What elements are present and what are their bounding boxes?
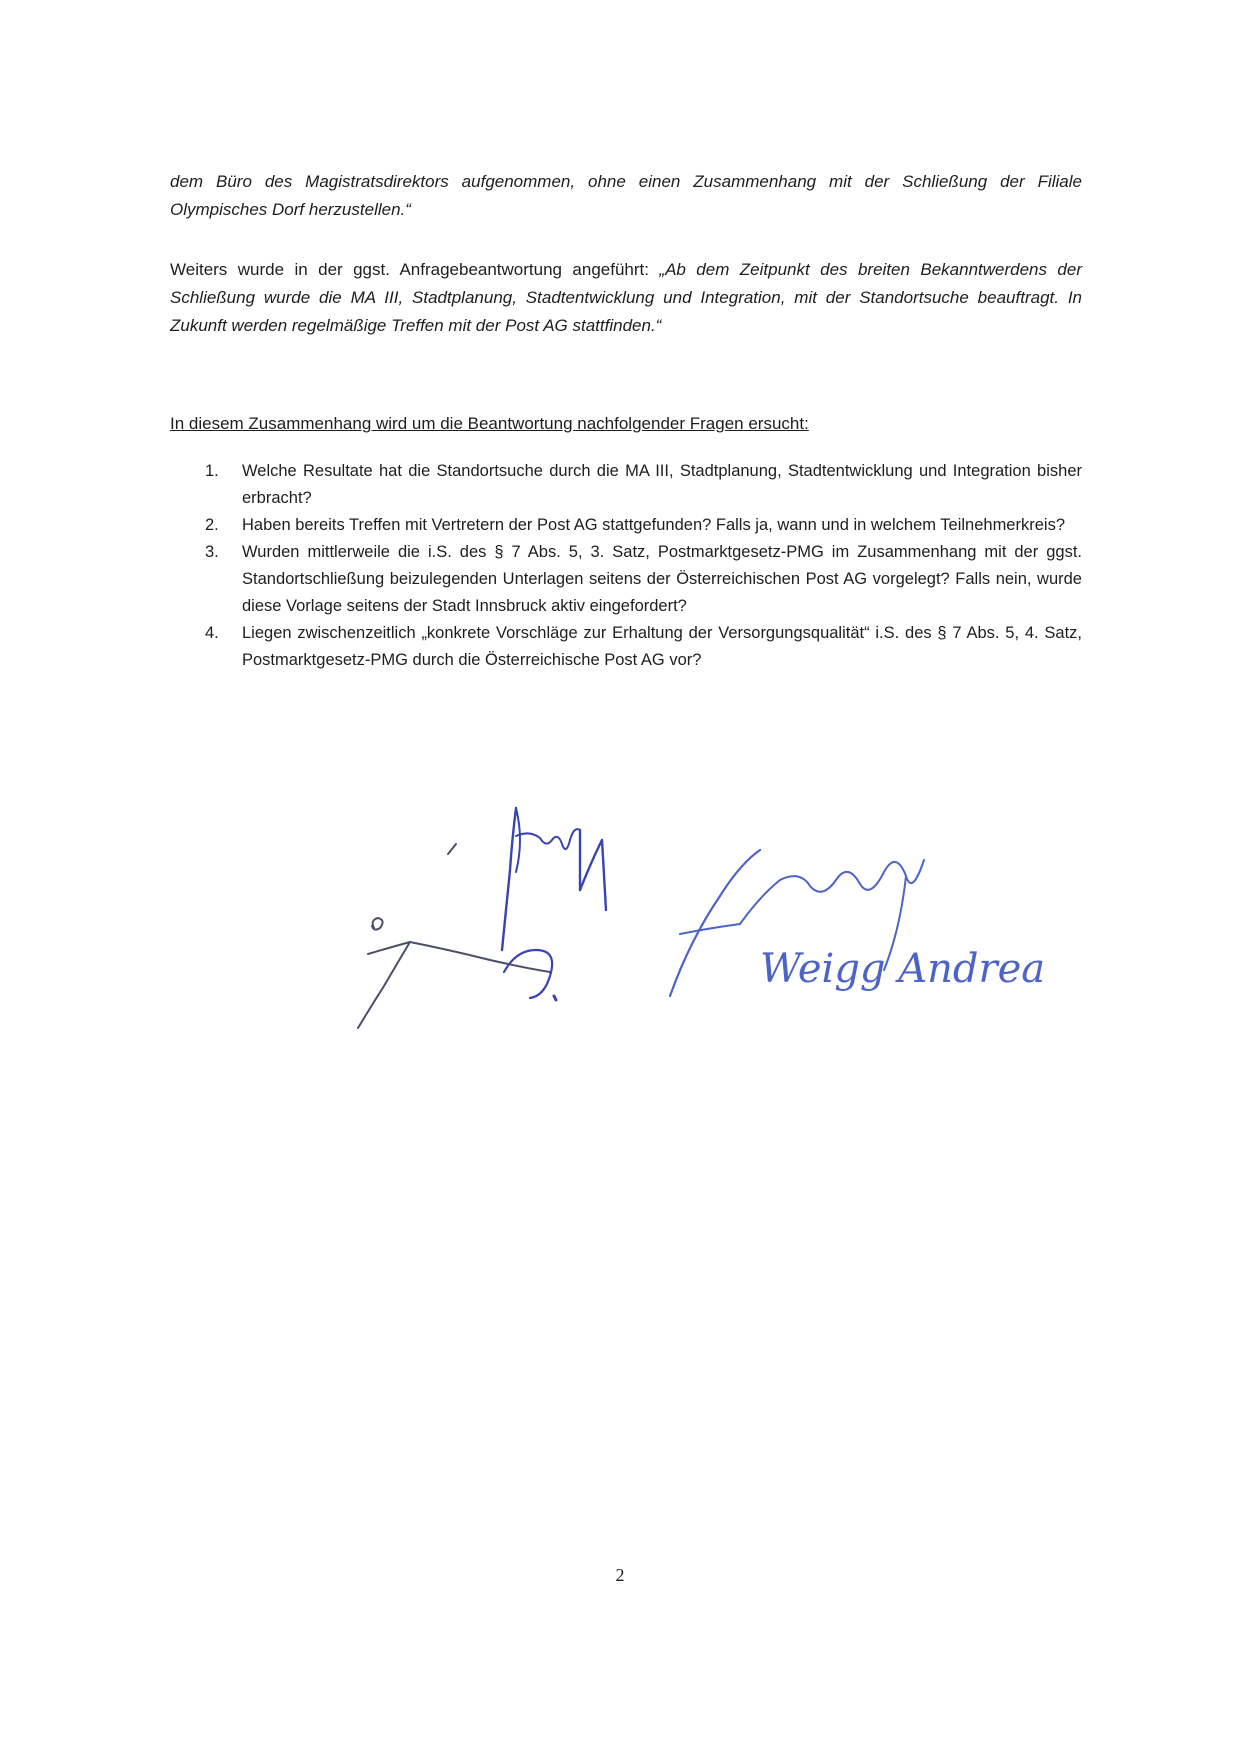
question-item [205,620,1082,674]
question-list [205,458,1082,674]
page-number: 2 [615,1565,625,1585]
questions-heading: In diesem Zusammenhang wird um die Beantwortung nachfolgender Fragen ersucht: [170,414,809,433]
question-text: Liegen zwischenzeitlich „konkrete Vorschläge zur Erhaltung der Versorgungsqualität“ i.S. des § 7 Abs. 5, 4. Satz, Postmarktgesetz-PMG durch die Österreichische Post AG vor? [242,624,1082,669]
question-text: Welche Resultate hat die Standortsuche durch die MA III, Stadtplanung, Stadtentwicklung und Integration bisher erbracht? [242,462,1082,507]
question-text: Wurden mittlerweile die i.S. des § 7 Abs. 5, 3. Satz, Postmarktgesetz-PMG im Zusammenhang mit der ggst. Standortschließung beizulegenden Unterlagen seitens der Österreichischen Post AG vorgelegt? Falls nein, wurde diese Vorlage seitens der Stadt Innsbruck aktiv eingefordert? [242,543,1082,615]
question-number: 4. [205,624,219,642]
question-item [205,539,1082,620]
paragraph-continuation: dem Büro des Magistratsdirektors aufgenommen, ohne einen Zusammenhang mit der Schließung der Filiale Olympisches Dorf herzustellen.“ [170,172,1082,219]
question-item [205,512,1082,539]
signature-area [340,800,1160,1060]
question-text: Haben bereits Treffen mit Vertretern der Post AG stattgefunden? Falls ja, wann und in welchem Teilnehmerkreis? [242,516,1065,534]
signer-name: Weigg Andrea [760,946,1046,992]
question-item [205,458,1082,512]
question-number: 3. [205,543,219,561]
signature-1 [358,844,550,1028]
paragraph-intro: Weiters wurde in der ggst. Anfragebeantwortung angeführt: [170,260,660,279]
signature-3 [670,850,1045,996]
question-number: 1. [205,462,219,480]
quoted-statement: „Ab dem Zeitpunkt des breiten Bekanntwerdens der Schließung wurde die MA III, Stadtplanung, Stadtentwicklung und Integration, mit der Standortsuche beauftragt. In Zukunft werden regelmäßige Treffen mit der Post AG stattfinden.“ [170,260,1083,335]
paragraph-quote [170,256,1082,340]
signature-2 [502,808,606,1000]
question-number: 2. [205,516,219,534]
